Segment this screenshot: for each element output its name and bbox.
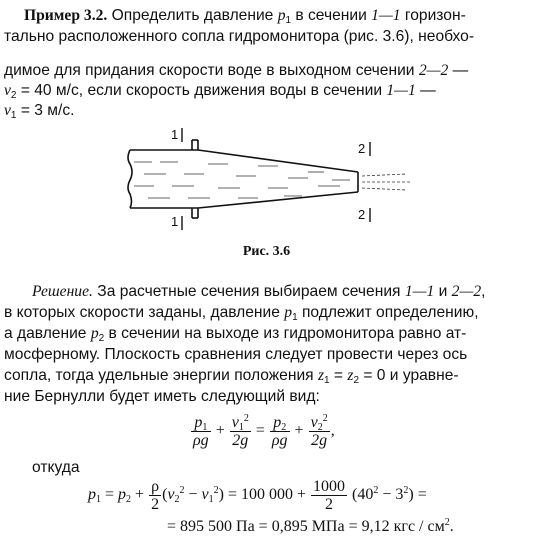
solution-line-3	[4, 324, 466, 344]
fraction: $\frac{1000}{2}$	[313, 478, 346, 513]
solution-line-5	[4, 366, 459, 386]
subscript: 1	[324, 375, 330, 386]
problem-text: = 40 м/с, если скорость движения воды в сечении	[16, 82, 387, 99]
subscript: 2	[10, 90, 17, 101]
otkuda-line	[32, 458, 80, 478]
solution-text: ние Бернулли будет иметь следующий вид:	[4, 388, 320, 405]
pressure-equation: $p_1 = p_2$ + $\frac{\rho}{2}$ $(v_2^2 - v_1^2) = 100$ 000 + $\frac{1000}{2}$ $(40^2 - 3^2)$ =	[88, 478, 427, 513]
solution-line-1	[32, 282, 485, 302]
figure-caption: Рис. 3.6	[242, 244, 291, 259]
problem-text: —	[415, 82, 436, 99]
symbol-p: p	[277, 7, 286, 24]
solution-text: в сечении на выходе из гидромонитора равно ат-	[104, 325, 467, 342]
section-ref: 1—1	[404, 283, 435, 300]
problem-text: = 3 м/с.	[16, 102, 75, 119]
solution-line-2	[4, 303, 479, 323]
solution-text: = 0 и уравне-	[359, 367, 459, 384]
symbol-z: z	[317, 367, 325, 384]
solution-line-6	[4, 387, 320, 407]
solution-text: мосферному. Плоскость сравнения следует провести через ось	[4, 346, 468, 363]
fraction: $\frac{v_1^2}{2g}$	[231, 413, 249, 449]
section-label: 2	[358, 141, 366, 156]
section-ref: 2—2	[418, 62, 449, 79]
water-hatching	[134, 162, 350, 198]
section-ref: 1—1	[386, 82, 416, 99]
solution-text: в которых скорости заданы, давление	[4, 304, 285, 321]
subscript: 1	[285, 15, 292, 26]
solution-label: Решение.	[32, 283, 93, 300]
nozzle-outline	[128, 140, 358, 218]
symbol-z: z	[347, 367, 354, 384]
section-label: 1	[171, 127, 179, 142]
problem-line-3	[4, 61, 468, 81]
solution-text: и	[434, 283, 452, 300]
problem-text: Определить давление	[111, 7, 278, 24]
water-jet	[362, 174, 410, 190]
fraction: $\frac{\rho}{2}$	[151, 478, 160, 513]
symbol-v: v	[4, 82, 11, 99]
problem-text: димое для придания скорости воде в выходном сечении	[4, 62, 419, 79]
subscript: 2	[98, 333, 105, 344]
problem-line-1	[24, 6, 466, 26]
symbol-v: v	[4, 102, 11, 119]
example-label: Пример 3.2.	[24, 7, 108, 24]
fraction: $\frac{p_2}{\rho g}$	[271, 414, 288, 449]
section-ref: 1—1	[371, 7, 401, 24]
symbol-p: p	[284, 304, 293, 321]
solution-text: подлежит определению,	[297, 304, 479, 321]
problem-text: горизон-	[400, 7, 466, 24]
problem-line-4	[4, 81, 436, 101]
problem-text: тально расположенного сопла гидромонитора (рис. 3.6), необхо-	[4, 28, 475, 45]
problem-line-5	[4, 101, 74, 121]
subscript: 1	[10, 110, 17, 121]
fraction: $\frac{v_2^2}{2g}$	[310, 413, 328, 449]
fraction: $\frac{p_1}{\rho g}$	[193, 414, 209, 449]
problem-text: —	[448, 62, 469, 79]
subscript: 1	[292, 312, 298, 323]
symbol-p: p	[90, 325, 99, 342]
section-label: 2	[358, 207, 366, 222]
solution-text: ,	[481, 283, 486, 300]
solution-text: =	[329, 367, 348, 384]
solution-text: сопла, тогда удельные энергии положения	[4, 367, 318, 384]
section-ref: 2—2	[451, 283, 482, 300]
solution-text: За расчетные сечения выбираем сечения	[92, 283, 405, 300]
problem-text: в сечении	[291, 7, 372, 24]
solution-line-4	[4, 345, 467, 365]
solution-text: а давление	[4, 325, 91, 342]
solution-text: откуда	[32, 459, 80, 476]
pressure-result: = 895 500 Па = 0,895 МПа = 9,12 кгс / $см^2$.	[167, 517, 454, 535]
problem-line-2	[4, 27, 474, 47]
subscript: 2	[353, 375, 360, 386]
section-markers	[182, 128, 370, 230]
bernoulli-equation: $\frac{p_1}{\rho g}$ + $\frac{v_1^2}{2g}$ = $\frac{p_2}{\rho g}$ + $\frac{v_2^2}{2g}$ ,	[193, 413, 335, 449]
nozzle-diagram	[118, 122, 418, 240]
section-label: 1	[171, 214, 179, 229]
